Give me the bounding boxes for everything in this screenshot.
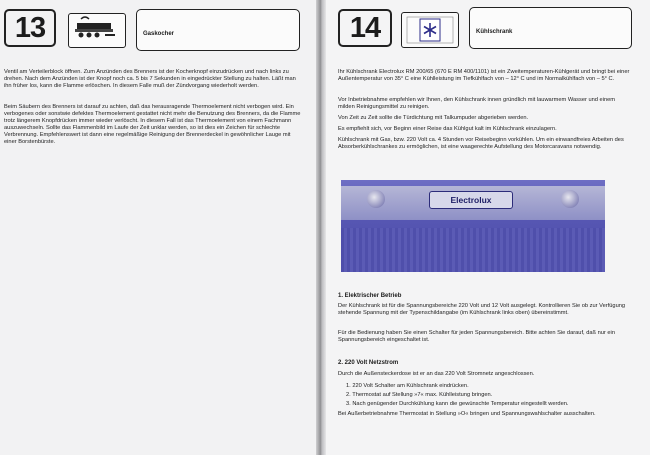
paragraph-ignition: Ventil am Verteilerblock öffnen. Zum Anzünden des Brenners ist der Kocherknopf einzudrücken und nach links zu drehen. Nach dem Anzünden ist der Knopf noch ca. 5 bis 7 Sekunden in eingedrückter Stellung zu halten. Läßt man ihn früher los, kann die Flamme erlöschen. In diesem Falle muß der Zündvorgang wiederholt werden. (4, 69, 296, 90)
left-knob (367, 190, 385, 208)
refrigerator-photo (341, 180, 605, 272)
paragraph-mains-intro: Durch die Außensteckerdose ist er an das 220 Volt Stromnetz angeschlossen. (338, 371, 535, 377)
snowflake-icon (402, 13, 458, 47)
heading-mains: 2. 220 Volt Netzstrom (338, 360, 399, 366)
gas-stove-icon (69, 14, 125, 47)
thermostat-knob (561, 190, 579, 208)
list-item-step-3: 3. Nach genügender Durchkühlung kann die gewünschte Temperatur eingestellt werden. (346, 401, 569, 407)
paragraph-door-seal: Von Zeit zu Zeit sollte die Türdichtung mit Talkumpuder abgerieben werden. (338, 115, 529, 121)
book-gutter (316, 0, 326, 455)
refrigerator-door (341, 228, 605, 272)
section-title: Gaskocher (143, 31, 175, 37)
list-item-step-2: 2. Thermostat auf Stellung »7« max. Kühlleistung bringen. (346, 392, 493, 398)
title-box (469, 7, 632, 49)
section-number-13: 13 (4, 9, 56, 47)
title-box (136, 9, 300, 51)
section-title: Kühlschrank (476, 29, 513, 35)
paragraph-model: Ihr Kühlschrank Electrolux RM 200/65 (670 E RM 400/1101) ist ein Zweitemperaturen-Kühlgerät und bringt bei einer Außentemperatur von 35° C eine Kühlleistung im Tiefkühlfach von – 12° C und im Normalkühlfach von – 5° C. (338, 69, 630, 83)
paragraph-shutdown: Bei Außerbetriebnahme Thermostat in Stellung »O« bringen und Spannungswahlschalter ausschalten. (338, 411, 596, 417)
paragraph-preload: Es empfiehlt sich, vor Beginn einer Reise das Kühlgut kalt im Kühlschrank einzulagern. (338, 126, 557, 132)
refrigerator-icon-box (401, 12, 459, 48)
paragraph-cleaning-tip: Vor Inbetriebnahme empfehlen wir Ihnen, den Kühlschrank innen gründlich mit lauwarmem Wasser und einem milden Reinigungsmittel zu reinigen. (338, 97, 616, 111)
list-item-step-1: 1. 220 Volt Schalter am Kühlschrank eindrücken. (346, 383, 469, 389)
paragraph-cleaning: Beim Säubern des Brenners ist darauf zu achten, daß das herausragende Thermoelement nicht verbogen wird. Ein verbogenes oder sonstwie defektes Thermoelement gestattet nicht mehr die Benutzung des Brenners, da die Flamme trotz längerem Knopfdrücken immer wieder verlöscht. In diesem Fall ist das Thermoelement von einem Fachmann auszuwechseln. Sollte das Flammenbild im Laufe der Zeit unklar werden, so ist dies ein Zeichen für schlechte Verbrennung. Empfehlenswert ist dann eine regelmäßige Reinigung der Brennerdeckel in gewöhnlicher Lauge mit einer Borstenbürste. (4, 104, 301, 146)
paragraph-precool: Kühlschrank mit Gas, bzw. 220 Volt ca. 4 Stunden vor Reisebeginn vorkühlen. Um ein einwandfreies Arbeiten des Absorberkühlschrankes zu ermöglichen, ist eine waagerechte Aufstellung des Motorcaravans notwendig. (338, 137, 624, 151)
gas-stove-icon-box (68, 13, 126, 48)
heading-electric: 1. Elektrischer Betrieb (338, 293, 402, 299)
section-number-14: 14 (338, 9, 392, 47)
paragraph-switch: Für die Bedienung haben Sie einen Schalter für jeden Spannungsbereich. Bitte achten Sie darauf, daß nur ein Spannungsbereich eingeschaltet ist. (338, 330, 615, 344)
paragraph-voltage: Der Kühlschrank ist für die Spannungsbereiche 220 Volt und 12 Volt ausgelegt. Kontrollieren Sie ob zur Verfügung stehende Spannung mit der Typenschildangabe (im Kühlschrank links oben) übereinstimmt. (338, 303, 626, 317)
brand-badge: Electrolux (429, 191, 513, 209)
